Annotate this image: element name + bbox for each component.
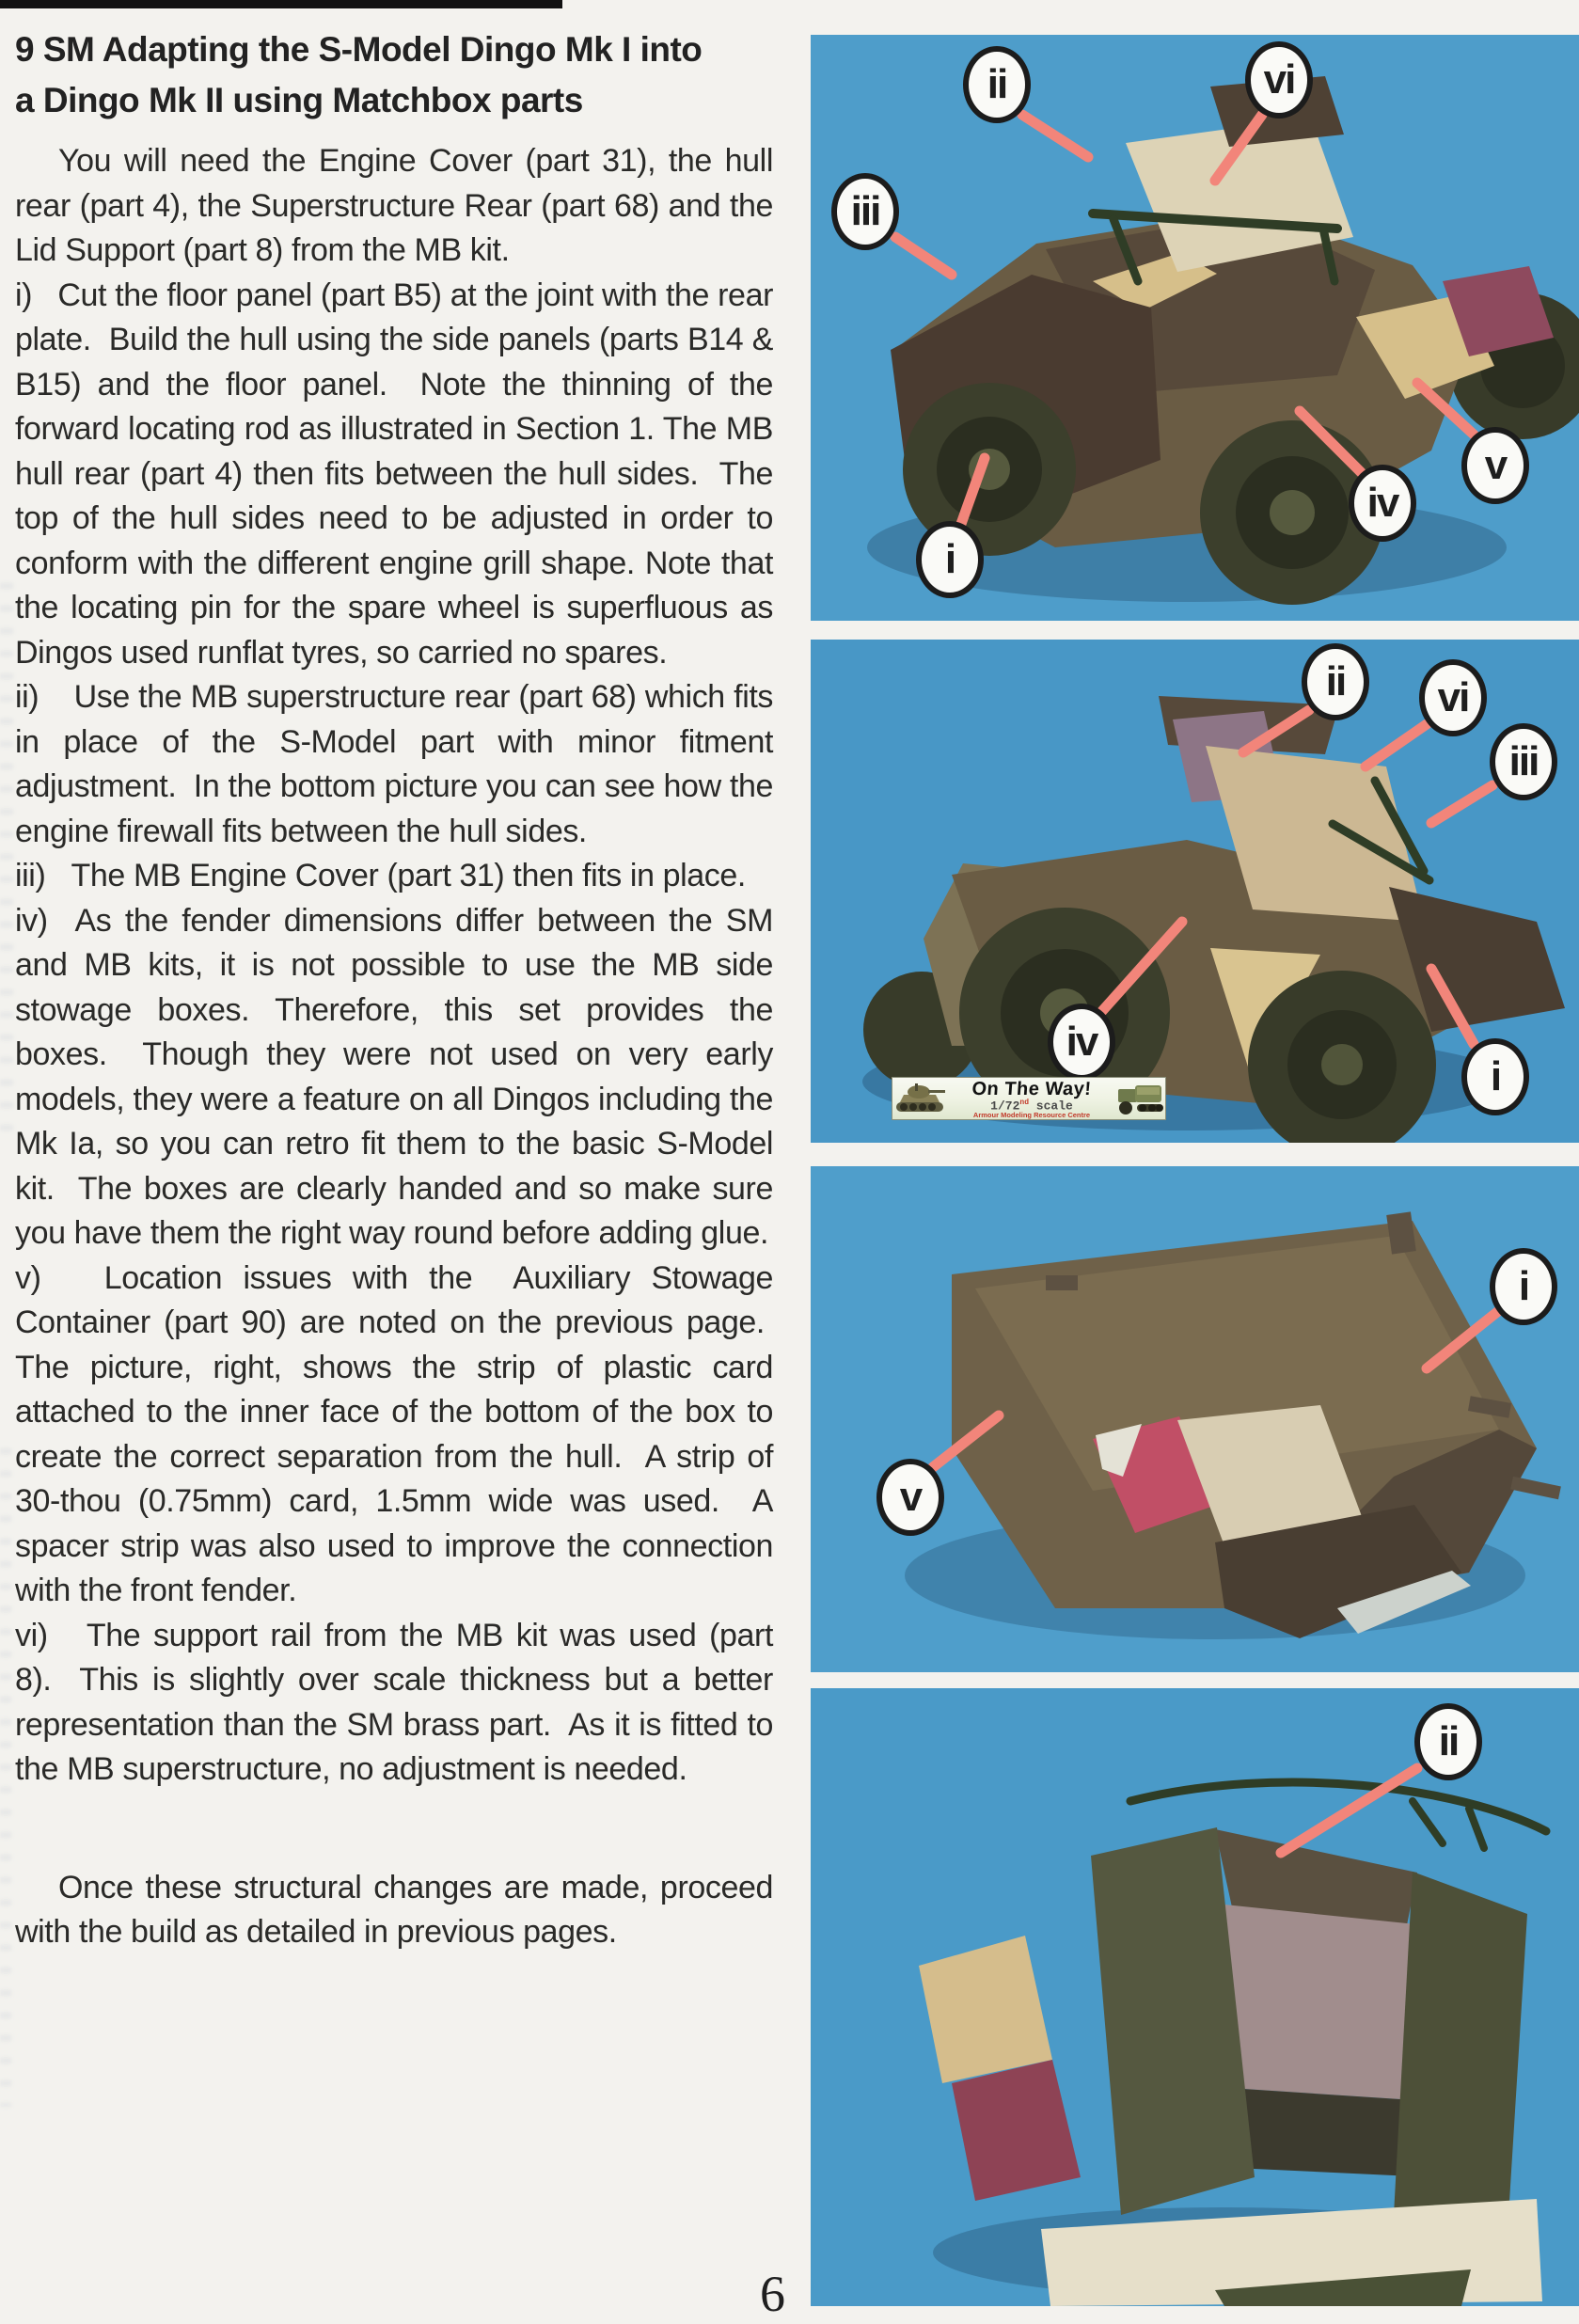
photo-rear-superstructure-view [811, 1688, 1579, 2306]
step-i-paragraph: i) Cut the floor panel (part B5) at the joint with the rear plate. Build the hull using the side panels (parts B14 & B15) and the floor panel. Note the thinning of the forward locating rod as illustrated in Section 1. The MB hull rear (part 4) then fits between the hull sides. The top of the hull sides need to be adjusted in order to conform with the different engine grill shape. Note that the locating pin for the spare wheel is superfluous as Dingos used runflat tyres, so carried no spares. [15, 277, 773, 671]
dingo-rear-open-art [811, 1688, 1579, 2306]
callout-vi: vi [1419, 659, 1487, 736]
article-title [15, 24, 773, 126]
page-number: 6 [760, 2266, 785, 2322]
banner-title: On The Way! [971, 1079, 1093, 1099]
article-text-column [15, 24, 773, 1955]
callout-iii: iii [1490, 723, 1557, 800]
banner-organisation: Armour Modeling Resource Centre [972, 1111, 1091, 1120]
callout-i: i [1461, 1038, 1529, 1115]
photo-front-quarter-view [811, 35, 1579, 621]
bleed-through-artifact [0, 1448, 11, 2107]
step-iv-paragraph: iv) As the fender dimensions differ between the SM and MB kits, it is not possible to use the MB side stowage boxes. Therefore, this set provides the boxes. Though they were not used on very early models, they were a feature on all Dingos including the Mk Ia, so you can retro fit them to the basic S-Model kit. The boxes are clearly handed and so make sure you have them the right way round before adding glue. [15, 902, 773, 1251]
step-iii-paragraph: iii) The MB Engine Cover (part 31) then fits in place. [15, 858, 746, 893]
step-vi-paragraph: vi) The support rail from the MB kit was used (part 8). This is slightly over scale thickness but a better representation than the SM brass part. As it is fitted to the MB superstructure, no adjustment is needed. [15, 1617, 773, 1787]
callout-iii: iii [831, 173, 899, 250]
callout-v: v [876, 1459, 944, 1536]
callout-i: i [916, 521, 984, 598]
callout-iv: iv [1349, 465, 1416, 542]
banner-scale: 1/72nd scale [990, 1099, 1073, 1114]
callout-ii: ii [963, 46, 1031, 123]
banner-tank-icon [892, 1078, 947, 1119]
callout-v: v [1461, 427, 1529, 504]
dingo-hull-underside-art [811, 1166, 1579, 1672]
photo-hull-underside-view [811, 1166, 1579, 1672]
scan-edge-artifact [0, 0, 562, 8]
callout-iv: iv [1048, 1004, 1115, 1081]
banner-text [947, 1078, 1116, 1119]
callout-ii: ii [1302, 643, 1369, 720]
on-the-way-banner [892, 1077, 1166, 1120]
article-title-line-2: a Dingo Mk II using Matchbox parts [15, 81, 583, 119]
bleed-through-artifact [0, 583, 13, 1147]
intro-paragraph: You will need the Engine Cover (part 31), the hull rear (part 4), the Superstructure Rear (part 68) and the Lid Support (part 8) from the MB kit. [15, 143, 773, 268]
callout-ii: ii [1414, 1703, 1482, 1780]
article-title-line-1: 9 SM Adapting the S-Model Dingo Mk I into [15, 30, 703, 69]
closing-paragraph: Once these structural changes are made, proceed with the build as detailed in previous pages. [15, 1869, 773, 1950]
callout-i: i [1490, 1248, 1557, 1325]
step-v-paragraph: v) Location issues with the Auxiliary Stowage Container (part 90) are noted on the previous page. The picture, right, shows the strip of plastic card attached to the inner face of the bottom of the box to create the correct separation from the hull. A strip of 30-thou (0.75mm) card, 1.5mm wide was used. A spacer strip was also used to improve the connection with the front fender. [15, 1259, 773, 1608]
step-ii-paragraph: ii) Use the MB superstructure rear (part 68) which fits in place of the S-Model part with minor fitment adjustment. In the bottom picture you can see how the engine firewall fits between the hull sides. [15, 679, 773, 849]
banner-halftrack-icon [1116, 1078, 1165, 1119]
photo-rear-quarter-view [811, 640, 1579, 1143]
callout-vi: vi [1245, 41, 1313, 119]
